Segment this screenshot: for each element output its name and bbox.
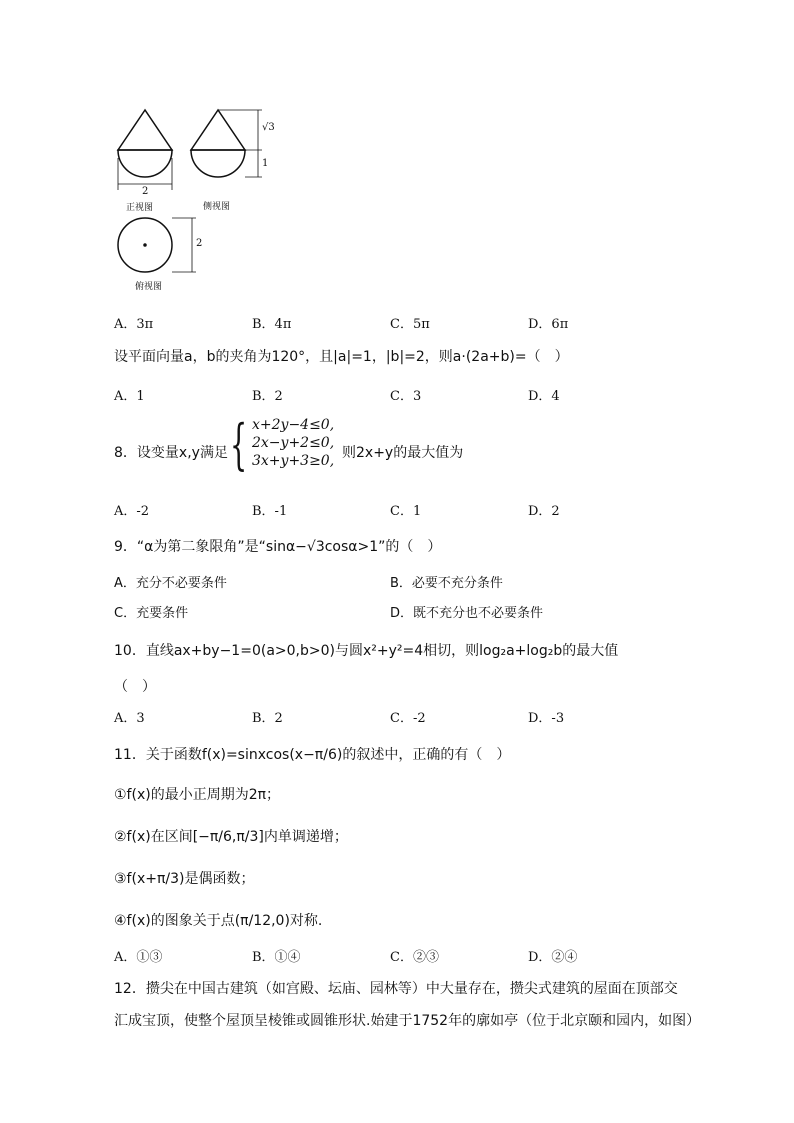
top-view-caption: 俯视图 xyxy=(135,282,163,292)
q6-option-c: C．5π xyxy=(390,317,430,332)
q8-suffix: 则2x+y的最大值为 xyxy=(342,445,464,461)
q9-option-a: A．充分不必要条件 xyxy=(114,576,227,591)
q8-option-a: A．-2 xyxy=(114,504,150,519)
q7-option-a: A．1 xyxy=(114,389,145,404)
front-view xyxy=(118,110,172,190)
top-height-label: 2 xyxy=(196,238,203,249)
q11-text: 11．关于函数f(x)=sinxcos(x−π/6)的叙述中，正确的有（ ） xyxy=(114,747,511,763)
q11-option-d: D．②④ xyxy=(528,950,578,965)
q8-prefix: 8．设变量x,y满足 xyxy=(114,445,228,461)
q8-option-b: B．-1 xyxy=(252,504,288,519)
q11-statement-4: ④f(x)的图象关于点(π/12,0)对称. xyxy=(114,913,323,929)
q8-inequality-1: x+2y−4≤0, xyxy=(252,417,335,433)
q6-option-b: B．4π xyxy=(252,317,292,332)
q11-option-c: C．②③ xyxy=(390,950,439,965)
q7-option-d: D．4 xyxy=(528,389,560,404)
q11-statement-3: ③f(x+π/3)是偶函数； xyxy=(114,871,255,887)
q10-text: 10．直线ax+by−1=0(a>0,b>0)与圆x²+y²=4相切，则log₂a+log₂b的最大值 xyxy=(114,643,619,659)
q11-statement-2: ②f(x)在区间[−π/6,π/3]内单调递增； xyxy=(114,829,348,845)
q7-option-b: B．2 xyxy=(252,389,283,404)
q12-line-1: 12．攒尖在中国古建筑（如宫殿、坛庙、园林等）中大量存在，攒尖式建筑的屋面在顶部交 xyxy=(114,981,678,997)
q7-text: 设平面向量a，b的夹角为120°，且|a|=1，|b|=2，则a·(2a+b)=（ ） xyxy=(114,349,569,365)
q11-option-a: A．①③ xyxy=(114,950,163,965)
q8-inequality-2: 2x−y+2≤0, xyxy=(252,435,335,451)
side-view-caption: 侧视图 xyxy=(203,202,231,212)
q6-option-d: D．6π xyxy=(528,317,569,332)
q10-paren: （ ） xyxy=(114,679,156,695)
q10-option-b: B．2 xyxy=(252,711,283,726)
side-sqrt3-label: √3 xyxy=(262,122,275,133)
q10-option-a: A．3 xyxy=(114,711,145,726)
q9-option-c: C．充要条件 xyxy=(114,606,189,621)
q10-option-c: C．-2 xyxy=(390,711,426,726)
q12-line-2: 汇成宝顶，使整个屋顶呈棱锥或圆锥形状.始建于1752年的廓如亭（位于北京颐和园内，如图） xyxy=(114,1013,701,1029)
side-one-label: 1 xyxy=(262,158,269,169)
q8-inequality-3: 3x+y+3≥0, xyxy=(252,453,335,469)
q8-option-d: D．2 xyxy=(528,504,560,519)
q7-option-c: C．3 xyxy=(390,389,422,404)
q11-option-b: B．①④ xyxy=(252,950,301,965)
q8-brace: { xyxy=(230,413,248,476)
q6-option-a: A．3π xyxy=(114,317,154,332)
q10-option-d: D．-3 xyxy=(528,711,565,726)
side-view xyxy=(191,110,262,177)
front-view-caption: 正视图 xyxy=(126,203,154,213)
q8-option-c: C．1 xyxy=(390,504,422,519)
q8-system xyxy=(252,416,334,470)
q11-statement-1: ①f(x)的最小正周期为2π； xyxy=(114,787,281,803)
q9-text: 9．“α为第二象限角”是“sinα−√3cosα>1”的（ ） xyxy=(114,539,442,555)
front-width-label: 2 xyxy=(142,186,149,197)
top-view xyxy=(118,218,196,272)
q9-option-b: B．必要不充分条件 xyxy=(390,576,503,591)
q9-option-d: D．既不充分也不必要条件 xyxy=(390,606,544,621)
